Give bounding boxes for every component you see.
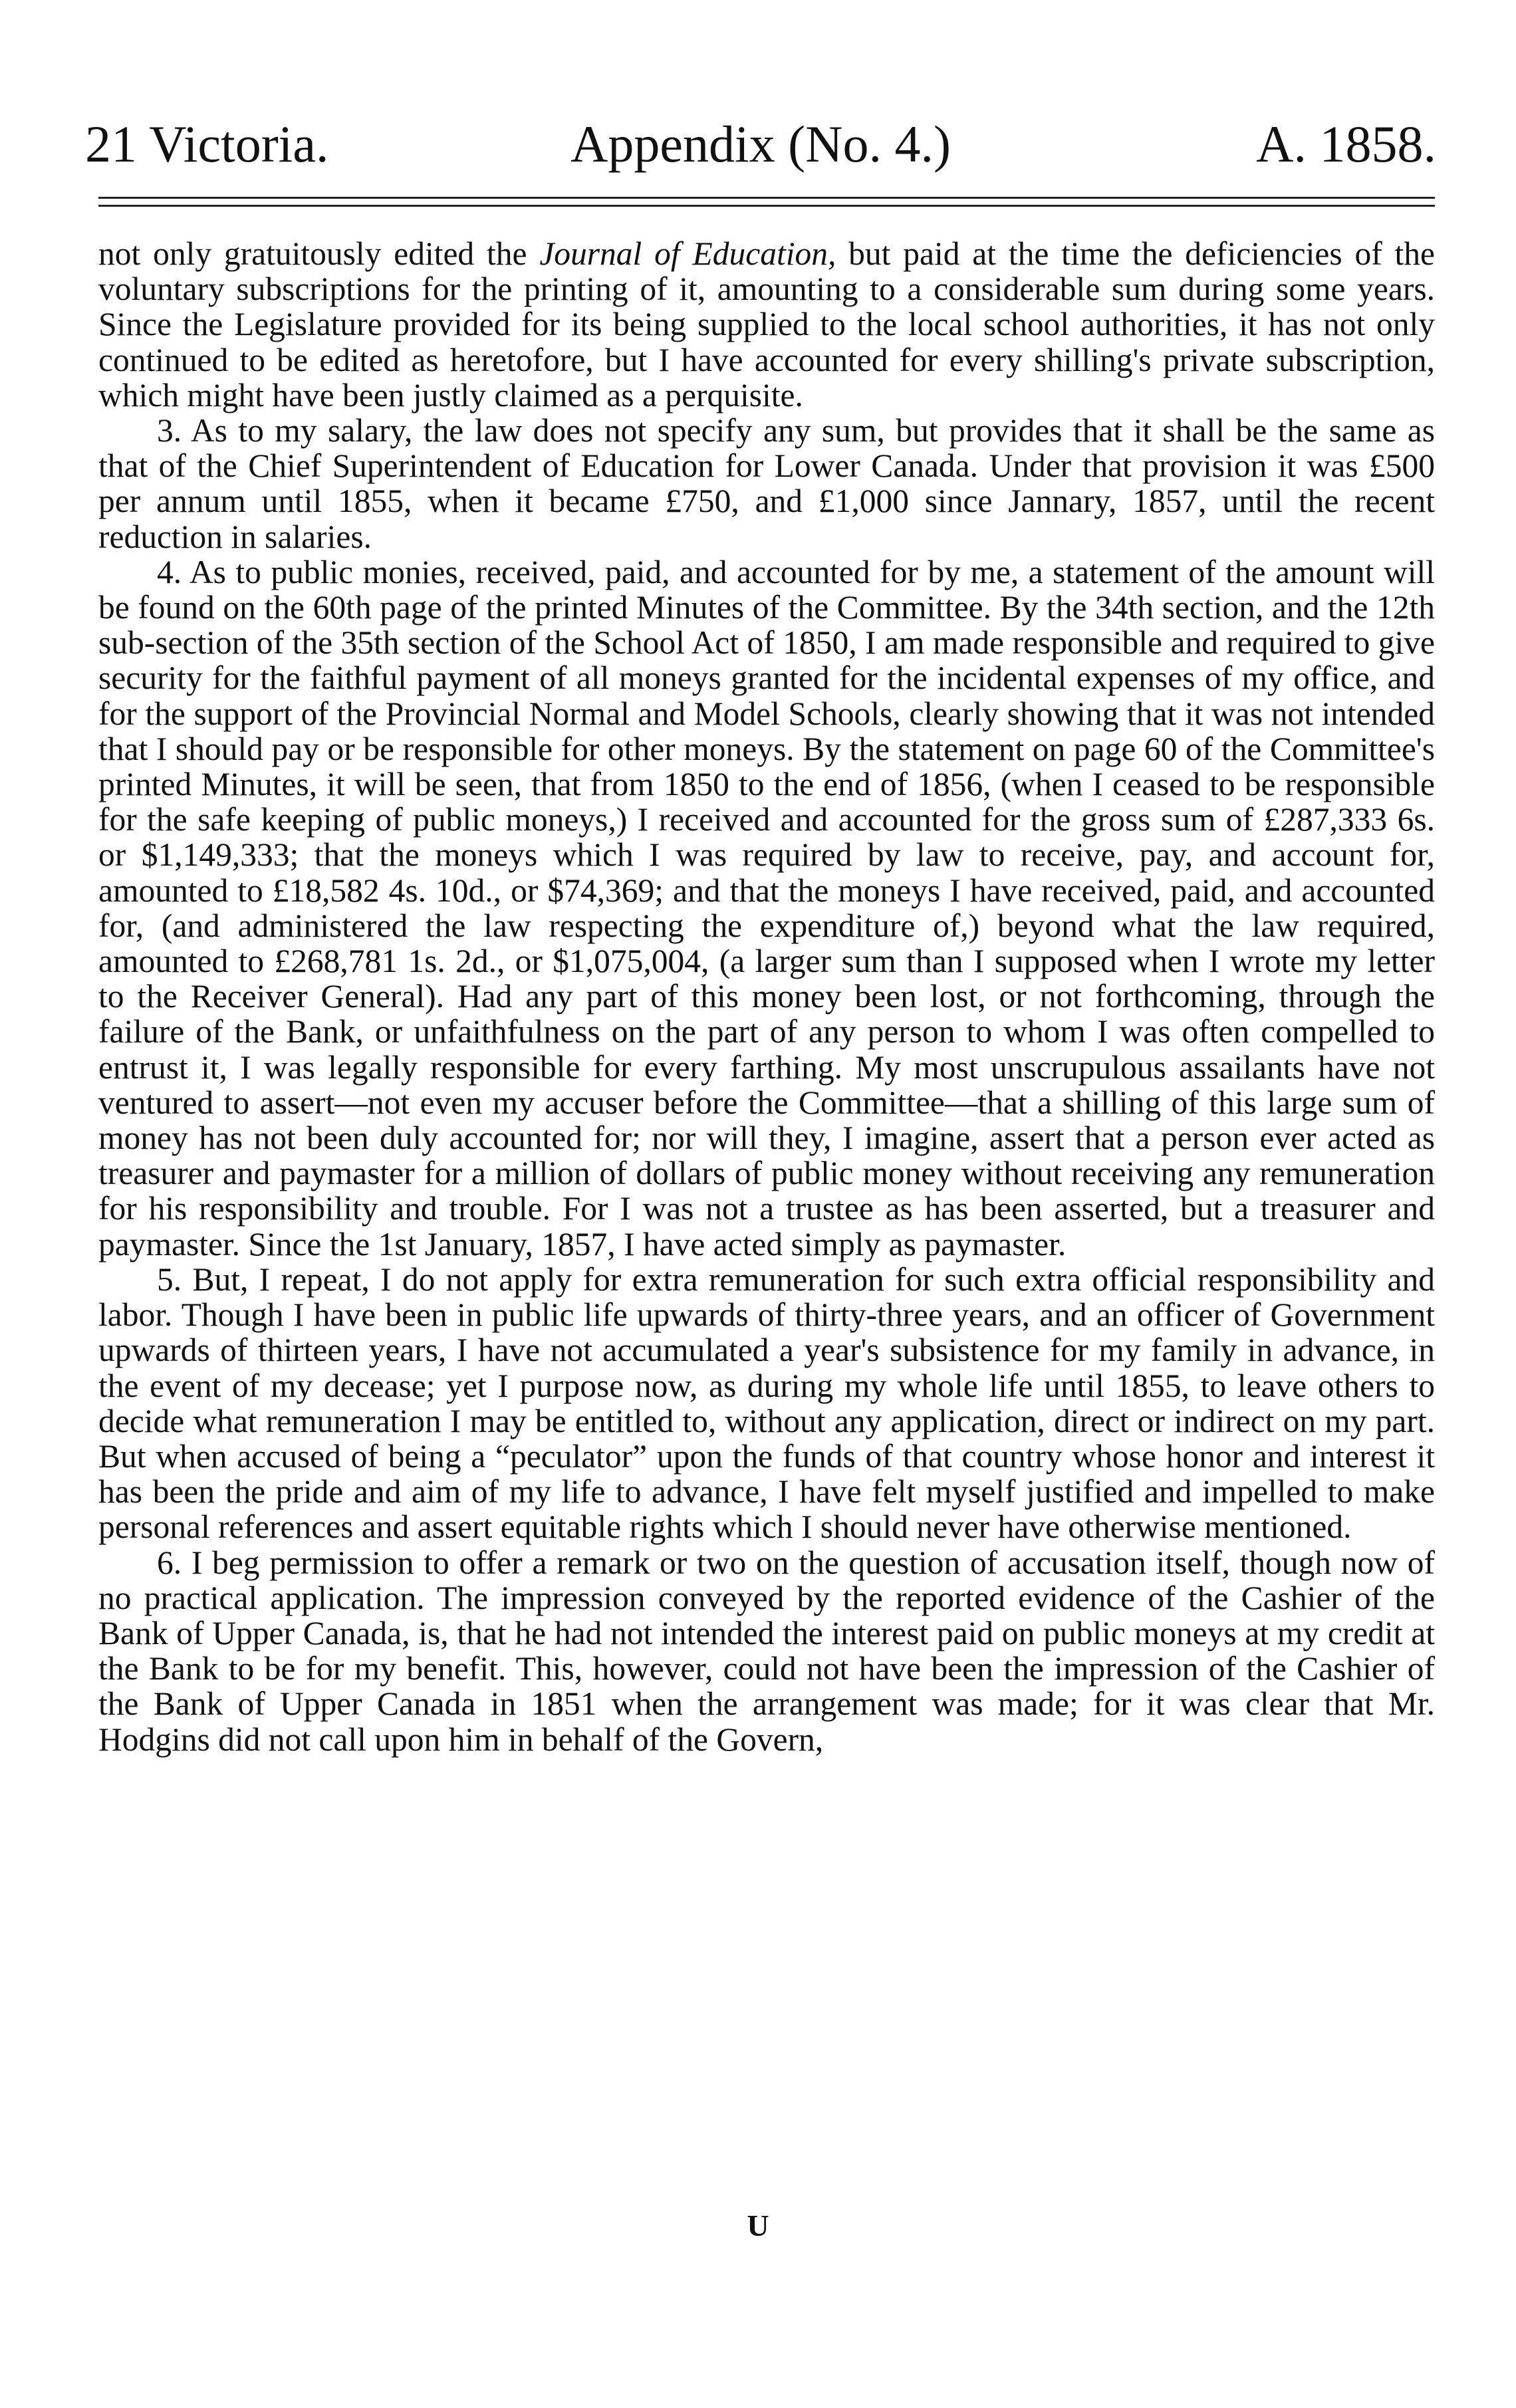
paragraph-text: 3. As to my salary, the law does not specify any sum, but provides that it shall be the same as that of the Chief Superintendent of Education for Lower Canada. Under that provision it was £500 per annum until 1855, when it became £750, and £1,000 since Jannary, 1857, until the recent reduction in salaries. [98, 412, 1435, 555]
paragraph-text: but paid at the time the deficiencies of the voluntary subscriptions for the printing of it, amounting to a considerable sum during some years. Since the Legislature provided for its being supplied to the local school authorities, it has not only continued to be edited as heretofore, but I have accounted for every shilling's private subscription, which might have been justly claimed as a perquisite. [98, 235, 1436, 414]
body-text [98, 236, 1435, 1757]
paragraph-p6 [98, 1545, 1435, 1757]
paragraph-p5 [98, 1262, 1435, 1545]
paragraph-text: 4. As to public monies, received, paid, and accounted for by me, a statement of the amount will be found on the 60th page of the printed Minutes of the Committee. By the 34th section, and the 12th sub-section of the 35th section of the School Act of 1850, I am made responsible and required to give security for the faithful payment of all moneys granted for the incidental expenses of my office, and for the support of the Provincial Normal and Model Schools, clearly showing that it was not intended that I should pay or be responsible for other moneys. By the statement on page 60 of the Committee's printed Minutes, it will be seen, that from 1850 to the end of 1856, (when I ceased to be responsible for the safe keeping of public moneys,) I received and accounted for the gross sum of £287,333 6s. or $1,149,333; that the moneys which I was required by law to receive, pay, and account for, amounted to £18,582 4s. 10d., or $74,369; and that the moneys I have received, paid, and accounted for, (and administered the law respecting the expenditure of,) beyond what the law required, amounted to £268,781 1s. 2d., or $1,075,004, (a larger sum than I supposed when I wrote my letter to the Receiver General). Had any part of this money been lost, or not forthcoming, through the failure of the Bank, or unfaithfulness on the part of any person to whom I was often compelled to entrust it, I was legally responsible for every farthing. My most unscrupulous assailants have not ventured to assert—not even my accuser before the Committee—that a shilling of this large sum of money has not been duly accounted for; nor will they, I imagine, assert that a person ever acted as treasurer and paymaster for a million of dollars of public money without receiving any remuneration for his responsibility and trouble. For I was not a trustee as has been asserted, but a treasurer and paymaster. Since the 1st January, 1857, I have acted simply as paymaster. [98, 553, 1435, 1263]
paragraph-p0 [98, 236, 1435, 413]
header-year: A. 1858. [1256, 115, 1436, 173]
header-appendix: Appendix (No. 4.) [570, 115, 951, 173]
paragraph-text: not only gratuitously edited the [98, 235, 540, 272]
paragraph-p3 [98, 413, 1435, 554]
header-rule-bottom [98, 205, 1435, 207]
italic-title: Journal of Education, [539, 235, 836, 272]
header-rule-top [98, 197, 1435, 199]
signature-mark: U [747, 2209, 769, 2242]
page-header [85, 114, 1436, 174]
paragraph-text: 5. But, I repeat, I do not apply for extra remuneration for such extra official responsibility and labor. Though I have been in public life upwards of thirty-three years, and an officer of Government upwards of thirteen years, I have not accumulated a year's subsistence for my family in advance, in the event of my decease; yet I purpose now, as during my whole life until 1855, to leave others to decide what remuneration I may be entitled to, without any application, direct or indirect on my part. But when accused of being a “peculator” upon the funds of that country whose honor and interest it has been the pride and aim of my life to advance, I have felt myself justified and impelled to make personal references and assert equitable rights which I should never have otherwise mentioned. [98, 1261, 1435, 1546]
header-session: 21 Victoria. [85, 115, 329, 173]
paragraph-text: 6. I beg permission to offer a remark or two on the question of accusation itself, though now of no practical application. The impression conveyed by the reported evidence of the Cashier of the Bank of Upper Canada, is, that he had not intended the interest paid on public moneys at my credit at the Bank to be for my benefit. This, however, could not have been the impression of the Cashier of the Bank of Upper Canada in 1851 when the arrangement was made; for it was clear that Mr. Hodgins did not call upon him in behalf of the Govern, [98, 1544, 1435, 1758]
paragraph-p4 [98, 554, 1435, 1262]
